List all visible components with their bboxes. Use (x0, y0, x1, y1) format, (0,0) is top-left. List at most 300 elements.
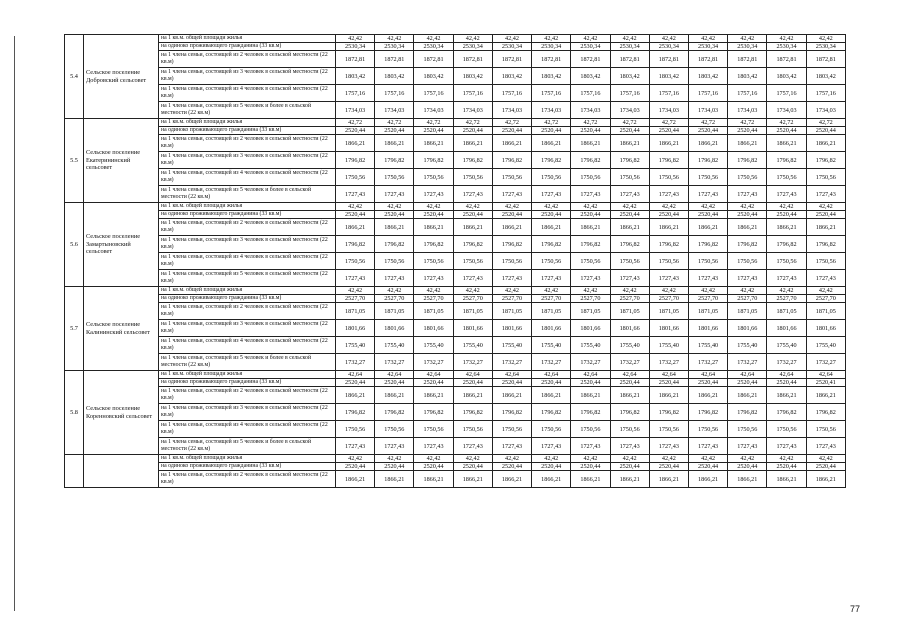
value-cell: 1866,21 (492, 135, 531, 152)
value-cell: 42,64 (414, 371, 453, 379)
value-cell: 1796,82 (532, 152, 571, 169)
value-cell: 2520,44 (728, 127, 767, 135)
value-cell: 1796,82 (336, 236, 375, 253)
value-cell: 1750,56 (767, 421, 806, 438)
value-cell: 1734,03 (453, 102, 492, 119)
value-cell: 42,42 (806, 35, 845, 43)
value-cell: 1755,40 (571, 337, 610, 354)
category-cell: на 1 члена семьи, состоящей из 5 человек и более в сельской местности (22 кв.м) (159, 354, 336, 371)
value-cell: 1866,21 (767, 219, 806, 236)
value-cell: 42,42 (492, 203, 531, 211)
value-cell: 1866,21 (610, 219, 649, 236)
category-cell: на 1 кв.м. общей площади жилья (159, 203, 336, 211)
value-cell: 1727,43 (453, 186, 492, 203)
section-number: 5.8 (65, 371, 84, 455)
value-cell: 42,42 (610, 35, 649, 43)
value-cell: 1796,82 (649, 236, 688, 253)
table-row (65, 379, 846, 387)
table-row (65, 219, 846, 236)
value-cell: 1727,43 (453, 270, 492, 287)
value-cell: 1750,56 (375, 253, 414, 270)
value-cell: 1727,43 (336, 186, 375, 203)
value-cell: 1727,43 (767, 186, 806, 203)
value-cell: 1796,82 (767, 404, 806, 421)
value-cell: 2527,70 (571, 295, 610, 303)
value-cell: 1755,40 (336, 337, 375, 354)
table-row (65, 421, 846, 438)
category-cell: на 1 члена семьи, состоящей из 3 человек в сельской местности (22 кв.м) (159, 236, 336, 253)
value-cell: 1727,43 (492, 186, 531, 203)
value-cell: 1750,56 (688, 421, 727, 438)
value-cell: 1750,56 (532, 253, 571, 270)
value-cell: 2527,70 (728, 295, 767, 303)
category-cell: на 1 члена семьи, состоящей из 4 человек в сельской местности (22 кв.м) (159, 85, 336, 102)
category-cell: на 1 члена семьи, состоящей из 4 человек в сельской местности (22 кв.м) (159, 337, 336, 354)
value-cell: 1727,43 (375, 438, 414, 455)
value-cell: 1732,27 (492, 354, 531, 371)
value-cell: 1750,56 (767, 169, 806, 186)
value-cell: 1727,43 (532, 270, 571, 287)
value-cell: 42,42 (649, 287, 688, 295)
value-cell: 2520,44 (728, 463, 767, 471)
value-cell: 1732,27 (806, 354, 845, 371)
value-cell: 1872,81 (767, 51, 806, 68)
value-cell: 42,42 (728, 35, 767, 43)
table-row (65, 102, 846, 119)
category-cell: на 1 члена семьи, состоящей из 5 человек в сельской местности (22 кв.м) (159, 270, 336, 287)
table-row (65, 337, 846, 354)
value-cell: 1872,81 (728, 51, 767, 68)
value-cell: 42,64 (728, 371, 767, 379)
value-cell: 42,64 (767, 371, 806, 379)
value-cell: 1734,03 (610, 102, 649, 119)
value-cell: 1866,21 (806, 219, 845, 236)
value-cell: 1727,43 (492, 270, 531, 287)
table-row (65, 253, 846, 270)
value-cell: 1750,56 (375, 169, 414, 186)
value-cell: 1871,05 (336, 303, 375, 320)
page-number: 77 (850, 604, 861, 614)
value-cell: 1750,56 (375, 421, 414, 438)
value-cell: 42,72 (610, 119, 649, 127)
category-cell: на 1 кв.м. общей площади жилья (159, 119, 336, 127)
value-cell: 2530,34 (806, 43, 845, 51)
value-cell: 1732,27 (532, 354, 571, 371)
value-cell: 42,64 (375, 371, 414, 379)
value-cell: 1750,56 (492, 253, 531, 270)
value-cell: 1727,43 (649, 270, 688, 287)
value-cell: 42,72 (688, 119, 727, 127)
value-cell: 1796,82 (649, 404, 688, 421)
value-cell: 2520,44 (767, 127, 806, 135)
section-number: 5.7 (65, 287, 84, 371)
value-cell: 42,42 (453, 203, 492, 211)
value-cell: 1866,21 (767, 387, 806, 404)
value-cell: 1727,43 (806, 186, 845, 203)
value-cell: 1866,21 (336, 471, 375, 488)
value-cell: 2520,44 (610, 379, 649, 387)
value-cell: 1871,05 (728, 303, 767, 320)
value-cell: 1866,21 (610, 135, 649, 152)
value-cell: 42,42 (610, 455, 649, 463)
table-row (65, 320, 846, 337)
value-cell: 1796,82 (492, 236, 531, 253)
value-cell: 1866,21 (571, 387, 610, 404)
category-cell: на 1 члена семьи, состоящей из 5 человек и более в сельской местности (22 кв.м) (159, 102, 336, 119)
value-cell: 1866,21 (532, 471, 571, 488)
value-cell: 1796,82 (728, 236, 767, 253)
value-cell: 1872,81 (375, 51, 414, 68)
settlement-name: Сельское поселение Коренновский сельсовет (84, 371, 159, 455)
table-row (65, 236, 846, 253)
value-cell: 2527,70 (806, 295, 845, 303)
value-cell: 1872,81 (649, 51, 688, 68)
value-cell: 42,72 (728, 119, 767, 127)
value-cell: 1750,56 (649, 421, 688, 438)
value-cell: 1866,21 (610, 471, 649, 488)
value-cell: 1796,82 (492, 404, 531, 421)
value-cell: 1734,03 (414, 102, 453, 119)
value-cell: 1755,40 (492, 337, 531, 354)
value-cell: 1872,81 (571, 51, 610, 68)
value-cell: 2520,44 (571, 379, 610, 387)
value-cell: 1750,56 (571, 169, 610, 186)
value-cell: 1796,82 (375, 236, 414, 253)
category-cell: на 1 члена семьи, состоящей из 3 человек в сельской местности (22 кв.м) (159, 320, 336, 337)
value-cell: 42,42 (336, 455, 375, 463)
category-cell: на 1 члена семьи, состоящей из 2 человек в сельской местности (22 кв.м) (159, 303, 336, 320)
value-cell: 1871,05 (414, 303, 453, 320)
value-cell: 2520,44 (492, 379, 531, 387)
value-cell: 42,64 (571, 371, 610, 379)
value-cell: 1734,03 (492, 102, 531, 119)
value-cell: 1866,21 (492, 387, 531, 404)
value-cell: 2520,44 (532, 211, 571, 219)
value-cell: 1803,42 (610, 68, 649, 85)
value-cell: 42,42 (492, 35, 531, 43)
value-cell: 1757,16 (375, 85, 414, 102)
value-cell: 42,42 (767, 455, 806, 463)
category-cell: на 1 члена семьи, состоящей из 2 человек в сельской местности (22 кв.м) (159, 219, 336, 236)
value-cell: 1750,56 (532, 421, 571, 438)
value-cell: 1803,42 (806, 68, 845, 85)
value-cell: 1727,43 (610, 186, 649, 203)
value-cell: 42,42 (414, 287, 453, 295)
value-cell: 1866,21 (453, 135, 492, 152)
value-cell: 2520,44 (532, 127, 571, 135)
value-cell: 1727,43 (492, 438, 531, 455)
value-cell: 1803,42 (688, 68, 727, 85)
value-cell: 1732,27 (414, 354, 453, 371)
value-cell: 1755,40 (649, 337, 688, 354)
table-row (65, 270, 846, 287)
value-cell: 2520,44 (767, 379, 806, 387)
value-cell: 1801,66 (453, 320, 492, 337)
value-cell: 1734,03 (375, 102, 414, 119)
value-cell: 2520,44 (532, 379, 571, 387)
value-cell: 42,42 (806, 287, 845, 295)
value-cell: 1871,05 (649, 303, 688, 320)
value-cell: 42,42 (336, 203, 375, 211)
value-cell: 2520,44 (336, 127, 375, 135)
value-cell: 1866,21 (375, 387, 414, 404)
value-cell: 1872,81 (336, 51, 375, 68)
value-cell: 1750,56 (728, 169, 767, 186)
value-cell: 1750,56 (453, 253, 492, 270)
value-cell: 1866,21 (649, 135, 688, 152)
category-cell: на 1 кв.м. общей площади жилья (159, 455, 336, 463)
value-cell: 2530,34 (767, 43, 806, 51)
value-cell: 1757,16 (571, 85, 610, 102)
table-row (65, 404, 846, 421)
value-cell: 1757,16 (532, 85, 571, 102)
value-cell: 2530,34 (688, 43, 727, 51)
value-cell: 1872,81 (453, 51, 492, 68)
value-cell: 2520,44 (649, 211, 688, 219)
value-cell: 1750,56 (688, 253, 727, 270)
value-cell: 42,42 (571, 287, 610, 295)
value-cell: 1750,56 (453, 421, 492, 438)
value-cell: 42,42 (375, 203, 414, 211)
value-cell: 1866,21 (728, 387, 767, 404)
value-cell: 2520,44 (336, 211, 375, 219)
value-cell: 1866,21 (492, 471, 531, 488)
value-cell: 1801,66 (336, 320, 375, 337)
value-cell: 2520,44 (649, 379, 688, 387)
value-cell: 2520,44 (336, 463, 375, 471)
category-cell: на одиноко проживающего гражданина (33 кв.м) (159, 43, 336, 51)
value-cell: 1803,42 (375, 68, 414, 85)
value-cell: 1757,16 (767, 85, 806, 102)
value-cell: 1866,21 (532, 219, 571, 236)
value-cell: 42,42 (532, 203, 571, 211)
value-cell: 1866,21 (414, 135, 453, 152)
value-cell: 42,42 (688, 287, 727, 295)
table-row (65, 127, 846, 135)
value-cell: 1734,03 (571, 102, 610, 119)
value-cell: 2520,44 (336, 379, 375, 387)
value-cell: 1871,05 (767, 303, 806, 320)
value-cell: 1872,81 (806, 51, 845, 68)
value-cell: 1750,56 (336, 421, 375, 438)
value-cell: 42,64 (532, 371, 571, 379)
value-cell: 1866,21 (649, 471, 688, 488)
value-cell: 1727,43 (453, 438, 492, 455)
value-cell: 2527,70 (532, 295, 571, 303)
value-cell: 42,72 (532, 119, 571, 127)
value-cell: 1866,21 (688, 135, 727, 152)
value-cell: 1727,43 (610, 270, 649, 287)
value-cell: 1801,66 (414, 320, 453, 337)
value-cell: 2520,44 (806, 463, 845, 471)
value-cell: 1801,66 (688, 320, 727, 337)
section-number: 5.5 (65, 119, 84, 203)
table-row (65, 119, 846, 127)
section-number: 5.6 (65, 203, 84, 287)
value-cell: 2520,44 (453, 379, 492, 387)
value-cell: 2520,44 (492, 211, 531, 219)
value-cell: 1750,56 (414, 421, 453, 438)
value-cell: 42,42 (688, 455, 727, 463)
value-cell: 1866,21 (532, 387, 571, 404)
value-cell: 1727,43 (414, 438, 453, 455)
value-cell: 1801,66 (728, 320, 767, 337)
value-cell: 1801,66 (767, 320, 806, 337)
value-cell: 2530,34 (532, 43, 571, 51)
category-cell: на одиноко проживающего гражданина (33 кв.м) (159, 211, 336, 219)
value-cell: 1866,21 (571, 471, 610, 488)
value-cell: 1871,05 (571, 303, 610, 320)
value-cell: 1750,56 (649, 169, 688, 186)
value-cell: 1727,43 (806, 438, 845, 455)
value-cell: 1727,43 (414, 270, 453, 287)
category-cell: на 1 члена семьи, состоящей из 4 человек в сельской местности (22 кв.м) (159, 421, 336, 438)
value-cell: 42,72 (375, 119, 414, 127)
value-cell: 1796,82 (767, 152, 806, 169)
value-cell: 2520,44 (453, 127, 492, 135)
value-cell: 1750,56 (532, 169, 571, 186)
value-cell: 1872,81 (414, 51, 453, 68)
value-cell: 42,42 (375, 287, 414, 295)
value-cell: 42,64 (453, 371, 492, 379)
value-cell: 2520,44 (767, 463, 806, 471)
value-cell: 42,42 (532, 35, 571, 43)
value-cell: 42,42 (414, 203, 453, 211)
value-cell: 1727,43 (375, 186, 414, 203)
value-cell: 2520,44 (728, 379, 767, 387)
value-cell: 1866,21 (767, 471, 806, 488)
value-cell: 1803,42 (336, 68, 375, 85)
value-cell: 42,72 (492, 119, 531, 127)
value-cell: 42,42 (728, 287, 767, 295)
value-cell: 1757,16 (688, 85, 727, 102)
value-cell: 1866,21 (610, 387, 649, 404)
value-cell: 1803,42 (492, 68, 531, 85)
value-cell: 42,42 (728, 203, 767, 211)
value-cell: 1796,82 (336, 152, 375, 169)
category-cell: на 1 кв.м. общей площади жилья (159, 287, 336, 295)
value-cell: 1871,05 (688, 303, 727, 320)
value-cell: 1757,16 (453, 85, 492, 102)
value-cell: 1866,21 (453, 387, 492, 404)
value-cell: 2527,70 (336, 295, 375, 303)
value-cell: 1734,03 (649, 102, 688, 119)
value-cell: 2530,34 (492, 43, 531, 51)
category-cell: на 1 члена семьи, состоящей из 2 человек в сельской местности (22 кв.м) (159, 51, 336, 68)
value-cell: 2520,44 (649, 127, 688, 135)
value-cell: 2520,44 (728, 211, 767, 219)
value-cell: 1727,43 (336, 438, 375, 455)
value-cell: 1727,43 (375, 270, 414, 287)
value-cell: 1866,21 (728, 135, 767, 152)
value-cell: 42,42 (492, 287, 531, 295)
table-row (65, 51, 846, 68)
value-cell: 1750,56 (806, 421, 845, 438)
value-cell: 1734,03 (806, 102, 845, 119)
value-cell: 1727,43 (336, 270, 375, 287)
value-cell: 2530,34 (414, 43, 453, 51)
value-cell: 42,42 (375, 455, 414, 463)
value-cell: 1871,05 (532, 303, 571, 320)
category-cell: на одиноко проживающего гражданина (33 кв.м) (159, 379, 336, 387)
value-cell: 42,64 (336, 371, 375, 379)
table-row (65, 303, 846, 320)
value-cell: 1750,56 (336, 253, 375, 270)
value-cell: 1732,27 (375, 354, 414, 371)
section-number (65, 455, 84, 488)
value-cell: 1801,66 (532, 320, 571, 337)
value-cell: 1750,56 (610, 421, 649, 438)
value-cell: 1796,82 (492, 152, 531, 169)
value-cell: 42,42 (453, 287, 492, 295)
category-cell: на одиноко проживающего гражданина (33 кв.м) (159, 127, 336, 135)
value-cell: 1871,05 (610, 303, 649, 320)
value-cell: 1732,27 (336, 354, 375, 371)
value-cell: 1801,66 (806, 320, 845, 337)
value-cell: 1872,81 (610, 51, 649, 68)
value-cell: 1727,43 (649, 438, 688, 455)
value-cell: 2527,70 (414, 295, 453, 303)
value-cell: 1796,82 (806, 152, 845, 169)
section-number: 5.4 (65, 35, 84, 119)
value-cell: 42,64 (688, 371, 727, 379)
value-cell: 1727,43 (728, 186, 767, 203)
value-cell: 42,42 (806, 455, 845, 463)
value-cell: 1866,21 (688, 387, 727, 404)
category-cell: на одиноко проживающего гражданина (33 кв.м) (159, 295, 336, 303)
value-cell: 42,72 (414, 119, 453, 127)
value-cell: 42,42 (688, 203, 727, 211)
value-cell: 1732,27 (453, 354, 492, 371)
value-cell: 42,64 (610, 371, 649, 379)
value-cell: 2520,44 (571, 463, 610, 471)
value-cell: 42,64 (806, 371, 845, 379)
value-cell: 1727,43 (532, 438, 571, 455)
settlement-name: Сельское поселение Добровский сельсовет (84, 35, 159, 119)
table-row (65, 463, 846, 471)
value-cell: 2520,44 (414, 463, 453, 471)
value-cell: 42,42 (728, 455, 767, 463)
table-row (65, 387, 846, 404)
value-cell: 1732,27 (610, 354, 649, 371)
value-cell: 1866,21 (375, 135, 414, 152)
table-row (65, 438, 846, 455)
value-cell: 1796,82 (688, 152, 727, 169)
value-cell: 2520,44 (453, 463, 492, 471)
value-cell: 1734,03 (688, 102, 727, 119)
value-cell: 2530,34 (375, 43, 414, 51)
value-cell: 2520,44 (610, 127, 649, 135)
value-cell: 2520,44 (806, 211, 845, 219)
value-cell: 1727,43 (688, 270, 727, 287)
value-cell: 2520,44 (375, 379, 414, 387)
value-cell: 1755,40 (688, 337, 727, 354)
value-cell: 2520,44 (492, 127, 531, 135)
value-cell: 42,42 (336, 35, 375, 43)
value-cell: 2520,44 (688, 463, 727, 471)
category-cell: на 1 члена семьи, состоящей из 2 человек в сельской местности (22 кв.м) (159, 471, 336, 488)
category-cell: на 1 члена семьи, состоящей из 2 человек в сельской местности (22 кв.м) (159, 135, 336, 152)
value-cell: 1755,40 (414, 337, 453, 354)
value-cell: 1755,40 (532, 337, 571, 354)
category-cell: на 1 члена семьи, состоящей из 4 человек в сельской местности (22 кв.м) (159, 253, 336, 270)
value-cell: 1871,05 (375, 303, 414, 320)
value-cell: 42,42 (571, 203, 610, 211)
value-cell: 1727,43 (806, 270, 845, 287)
value-cell: 1866,21 (336, 135, 375, 152)
value-cell: 1866,21 (806, 387, 845, 404)
settlement-name (84, 455, 159, 488)
